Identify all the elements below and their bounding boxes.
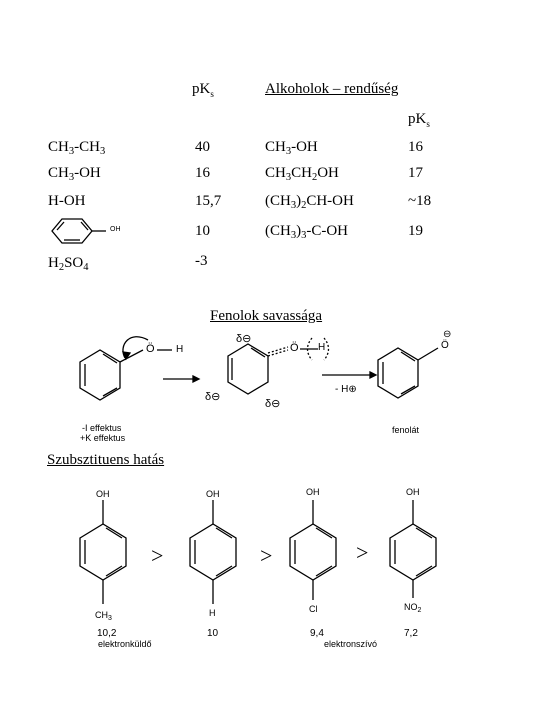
effect-label-1: -I effektus	[82, 423, 122, 433]
phenolate-o-label: Ö	[441, 340, 449, 351]
phenolate-label: fenolát	[392, 425, 420, 435]
substituent-label-no2: $NO_2$	[404, 602, 422, 614]
acid-formula-ethane: CH3-CH3	[48, 139, 106, 157]
alcohol-formula-tertbutanol: (CH3)3-C-OH	[265, 223, 349, 241]
substituent-label: H	[209, 608, 216, 618]
p-cresol-structure	[80, 500, 126, 604]
substituent-label-ch3: $CH_3$	[95, 610, 112, 622]
acid-formula-sulfuric: H2SO4	[48, 255, 89, 273]
acid-formula-water: H-OH	[48, 193, 86, 209]
acid-formula-methanol: CH3-OH	[48, 165, 101, 183]
phenol-h-label: H	[176, 344, 184, 355]
acid-pk: 40	[195, 139, 210, 155]
header-pk-left: $pK_s$	[192, 81, 214, 99]
comparator-symbol: >	[260, 543, 273, 568]
pk-value: 10,2	[97, 628, 117, 639]
oh-label: OH	[96, 489, 110, 499]
p-nitrophenol-structure	[390, 500, 436, 598]
alcohol-formula-isopropanol: (CH3)2CH-OH	[265, 193, 354, 211]
alcohol-title: Alkoholok – rendűség	[265, 81, 399, 97]
delta-label: δ⊖	[205, 391, 221, 403]
phenol-unsubstituted-structure	[190, 500, 236, 604]
minus-h-label: - H⊕	[335, 384, 357, 395]
p-chlorophenol-structure	[290, 500, 336, 600]
alcohol-pk: 17	[408, 165, 423, 181]
acid-pk: 10	[195, 223, 210, 239]
oh-label: OH	[306, 487, 320, 497]
phenol-acidity-title: Fenolok savassága	[210, 308, 323, 324]
resonance-h-label: H	[318, 342, 326, 353]
substituent-title: Szubsztituens hatás	[47, 452, 165, 468]
resonance-o-label: Ö	[290, 342, 299, 354]
phenolate-charge-label: ⊖	[443, 329, 452, 340]
effect-label-2: +K effektus	[80, 433, 126, 443]
alcohol-pk: 16	[408, 139, 423, 155]
phenol-structure	[80, 337, 172, 400]
acid-pk: -3	[195, 253, 208, 269]
comparator-symbol: >	[151, 543, 164, 568]
oh-label: OH	[406, 487, 420, 497]
resonance-structure	[228, 338, 329, 394]
alcohol-formula-ethanol: CH3CH2OH	[265, 165, 339, 183]
alcohol-pk: ~18	[408, 193, 432, 209]
acid-pk: 16	[195, 165, 210, 181]
phenol-o-label: Ö	[146, 343, 155, 355]
header-pk-right: $pK_s$	[408, 111, 430, 129]
table-phenol-structure	[52, 219, 106, 243]
alcohol-formula-methanol: CH3-OH	[265, 139, 318, 157]
delta-label: δ⊖	[265, 398, 281, 410]
donor-label: elektronküldő	[98, 639, 152, 649]
pk-value: 9,4	[310, 628, 324, 639]
phenol-oh-label: OH	[110, 226, 121, 233]
acid-pk: 15,7	[195, 193, 222, 209]
pk-value: 10	[207, 628, 219, 639]
oh-label: OH	[206, 489, 220, 499]
pk-value: 7,2	[404, 628, 418, 639]
acceptor-label: elektronszívó	[324, 639, 378, 649]
phenolate-structure	[378, 348, 438, 398]
alcohol-pk: 19	[408, 223, 423, 239]
comparator-symbol: >	[356, 540, 369, 565]
substituent-label: Cl	[309, 604, 318, 614]
delta-label: δ⊖	[236, 333, 252, 345]
